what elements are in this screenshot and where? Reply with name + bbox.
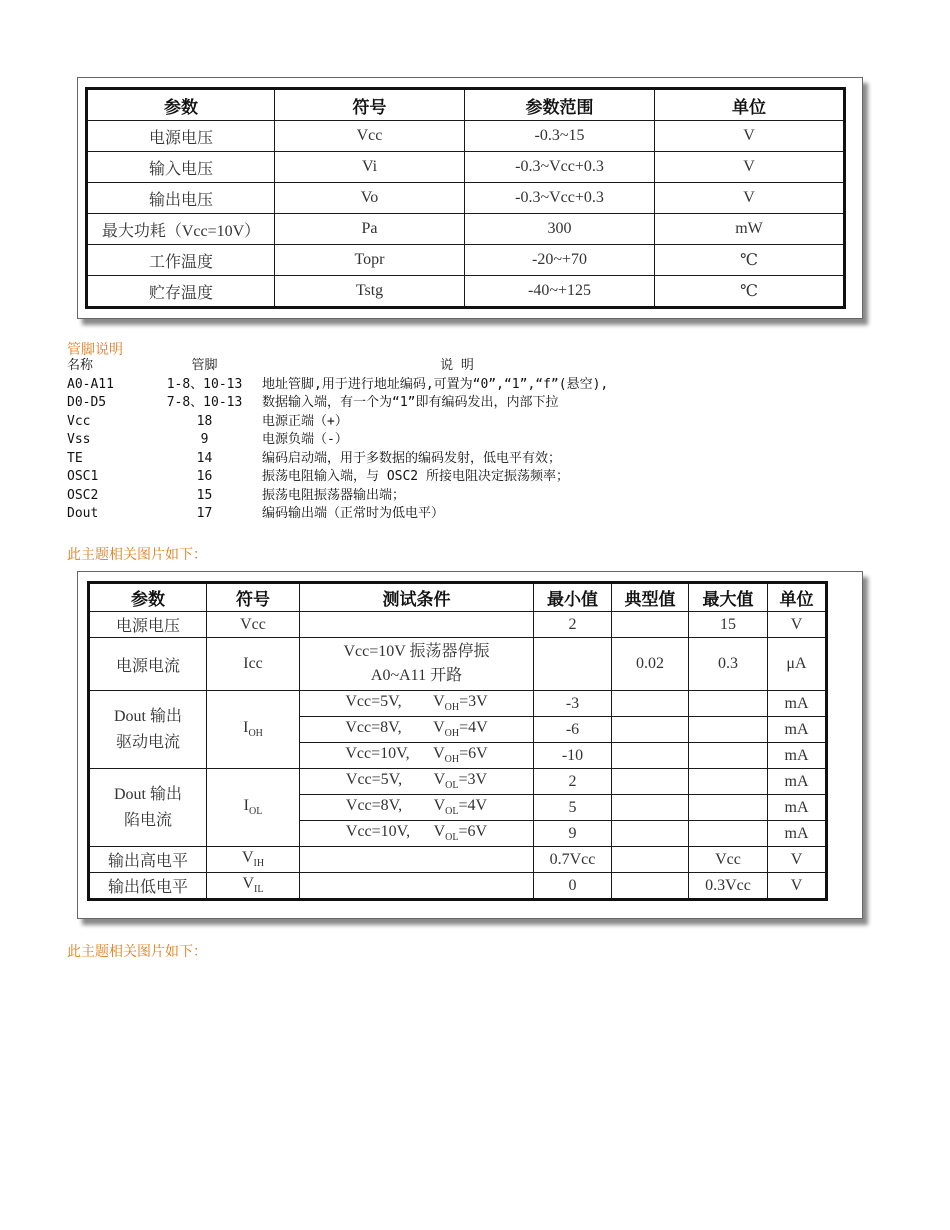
condition-cell bbox=[300, 821, 534, 847]
unit-cell: V bbox=[768, 612, 827, 638]
cond-vcc: Vcc=8V, bbox=[345, 797, 403, 815]
cond-v-val: =4V bbox=[459, 719, 488, 737]
range-cell: -0.3~Vcc+0.3 bbox=[465, 183, 655, 214]
min-cell: -10 bbox=[534, 743, 612, 769]
pin-list-header bbox=[67, 357, 652, 376]
pin-name: A0-A11 bbox=[67, 376, 114, 392]
pin-desc: 电源正端（+） bbox=[262, 413, 348, 429]
condition-cell bbox=[300, 717, 534, 743]
max-cell: 15 bbox=[689, 612, 768, 638]
condition-line: A0~A11 开路 bbox=[370, 667, 463, 684]
min-cell: -3 bbox=[534, 691, 612, 717]
list-item bbox=[67, 394, 652, 413]
pin-desc: 编码启动端，用于多数据的编码发射，低电平有效； bbox=[262, 450, 562, 466]
param-line: 驱动电流 bbox=[115, 733, 180, 751]
table-header-row bbox=[87, 89, 845, 121]
pin-number: 16 bbox=[196, 469, 213, 484]
typ-cell bbox=[612, 847, 689, 873]
pin-number: 18 bbox=[196, 413, 213, 429]
cond-v: V bbox=[433, 797, 446, 815]
symbol-cell: Tstg bbox=[275, 276, 465, 308]
abs-ratings-table bbox=[85, 87, 846, 309]
header-cell: 单位 bbox=[655, 89, 845, 121]
cond-v: V bbox=[433, 771, 446, 789]
table-row bbox=[87, 214, 845, 245]
unit-cell: mA bbox=[768, 743, 827, 769]
range-cell: -20~+70 bbox=[465, 245, 655, 276]
min-cell: 0.7Vcc bbox=[534, 847, 612, 873]
table-row bbox=[89, 769, 827, 795]
cond-v: V bbox=[433, 745, 445, 763]
unit-cell: mA bbox=[768, 691, 827, 717]
header-cell: 参数 bbox=[89, 583, 207, 612]
cond-v-sub: OL bbox=[445, 780, 459, 792]
param-cell: 输入电压 bbox=[87, 152, 275, 183]
pin-number: 1-8、10-13 bbox=[166, 376, 243, 392]
typ-cell bbox=[612, 717, 689, 743]
range-cell: 300 bbox=[465, 214, 655, 245]
typ-cell bbox=[612, 743, 689, 769]
unit-cell: mA bbox=[768, 769, 827, 795]
max-cell bbox=[689, 717, 768, 743]
header-cell: 最小值 bbox=[534, 583, 612, 612]
header-cell: 参数范围 bbox=[465, 89, 655, 121]
table-row bbox=[87, 152, 845, 183]
range-cell: -0.3~Vcc+0.3 bbox=[465, 152, 655, 183]
param-cell: 贮存温度 bbox=[87, 276, 275, 308]
cond-v-val: =3V bbox=[459, 693, 488, 711]
table-row bbox=[87, 121, 845, 152]
condition-cell bbox=[300, 691, 534, 717]
cond-v-sub: OL bbox=[445, 832, 459, 844]
symbol-cell: Vcc bbox=[207, 612, 300, 638]
header-cell: 符号 bbox=[275, 89, 465, 121]
param-cell: 工作温度 bbox=[87, 245, 275, 276]
list-item bbox=[67, 431, 652, 450]
pin-name: Vcc bbox=[67, 413, 91, 429]
symbol-cell bbox=[207, 873, 300, 900]
table-row bbox=[89, 873, 827, 900]
pin-desc: 数据输入端，有一个为“1”即有编码发出，内部下拉 bbox=[262, 395, 559, 410]
pin-name: D0-D5 bbox=[67, 395, 107, 410]
pin-number: 9 bbox=[200, 432, 209, 447]
cond-vcc: Vcc=5V, bbox=[345, 771, 403, 789]
max-cell: Vcc bbox=[689, 847, 768, 873]
unit-cell: V bbox=[768, 847, 827, 873]
unit-cell: mA bbox=[768, 795, 827, 821]
header-cell: 符号 bbox=[207, 583, 300, 612]
min-cell: 9 bbox=[534, 821, 612, 847]
param-cell bbox=[89, 769, 207, 847]
min-cell bbox=[534, 638, 612, 691]
typ-cell: 0.02 bbox=[612, 638, 689, 691]
pin-name: TE bbox=[67, 450, 83, 466]
pin-name: Vss bbox=[67, 432, 91, 447]
header-cell: 最大值 bbox=[689, 583, 768, 612]
list-item bbox=[67, 376, 652, 395]
symbol-cell: Pa bbox=[275, 214, 465, 245]
pin-desc: 电源负端（-） bbox=[262, 432, 348, 447]
typ-cell bbox=[612, 769, 689, 795]
condition-cell bbox=[300, 795, 534, 821]
unit-cell: mW bbox=[655, 214, 845, 245]
table-row bbox=[89, 612, 827, 638]
unit-cell: ℃ bbox=[655, 245, 845, 276]
symbol-main: I bbox=[243, 797, 249, 815]
param-line: Dout 输出 bbox=[113, 707, 182, 725]
symbol-main: V bbox=[242, 875, 255, 893]
param-cell: 输出低电平 bbox=[89, 873, 207, 900]
unit-cell: V bbox=[655, 121, 845, 152]
pin-name: Dout bbox=[67, 506, 99, 521]
condition-line: Vcc=10V 振荡器停振 bbox=[343, 643, 490, 660]
param-cell: 电源电压 bbox=[89, 612, 207, 638]
cond-v: V bbox=[433, 719, 445, 737]
list-item bbox=[67, 413, 652, 432]
cond-vcc: Vcc=10V, bbox=[345, 823, 411, 841]
symbol-cell bbox=[207, 847, 300, 873]
table-row bbox=[89, 847, 827, 873]
pin-desc: 振荡电阻振荡器输出端； bbox=[262, 487, 406, 503]
param-cell bbox=[89, 691, 207, 769]
symbol-cell: Topr bbox=[275, 245, 465, 276]
unit-cell: V bbox=[655, 152, 845, 183]
header-cell: 参数 bbox=[87, 89, 275, 121]
condition-cell bbox=[300, 769, 534, 795]
max-cell bbox=[689, 769, 768, 795]
list-item bbox=[67, 505, 652, 524]
table-row bbox=[89, 691, 827, 717]
cond-v-sub: OH bbox=[444, 754, 460, 766]
header-cell: 单位 bbox=[768, 583, 827, 612]
condition-cell bbox=[300, 873, 534, 900]
cond-v-sub: OL bbox=[445, 806, 459, 818]
param-cell: 最大功耗（Vcc=10V） bbox=[87, 214, 275, 245]
pin-name: OSC1 bbox=[67, 469, 99, 484]
pin-name: OSC2 bbox=[67, 487, 99, 503]
pin-desc: 地址管脚,用于进行地址编码,可置为“0”,“1”,“f”(悬空), bbox=[262, 376, 609, 392]
unit-cell: ℃ bbox=[655, 276, 845, 308]
symbol-cell: Vcc bbox=[275, 121, 465, 152]
max-cell: 0.3 bbox=[689, 638, 768, 691]
table-row bbox=[89, 638, 827, 691]
condition-cell bbox=[300, 847, 534, 873]
cond-vcc: Vcc=10V, bbox=[345, 745, 410, 763]
unit-cell: μA bbox=[768, 638, 827, 691]
related-images-label: 此主题相关图片如下： bbox=[67, 944, 207, 960]
related-images-label: 此主题相关图片如下： bbox=[67, 547, 207, 563]
unit-cell: V bbox=[655, 183, 845, 214]
max-cell bbox=[689, 691, 768, 717]
cond-v: V bbox=[433, 693, 445, 711]
cond-v-sub: OH bbox=[444, 702, 460, 714]
symbol-cell: Vo bbox=[275, 183, 465, 214]
symbol-sub: OL bbox=[248, 806, 263, 818]
symbol-sub: IL bbox=[254, 884, 264, 896]
min-cell: -6 bbox=[534, 717, 612, 743]
table-row bbox=[87, 276, 845, 308]
pin-description-list bbox=[67, 357, 652, 524]
cond-vcc: Vcc=8V, bbox=[345, 719, 402, 737]
header-cell: 典型值 bbox=[612, 583, 689, 612]
range-cell: -0.3~15 bbox=[465, 121, 655, 152]
max-cell bbox=[689, 795, 768, 821]
desc-header: 说 明 bbox=[440, 358, 474, 373]
unit-cell: mA bbox=[768, 821, 827, 847]
name-header: 名称 bbox=[67, 358, 94, 373]
typ-cell bbox=[612, 873, 689, 900]
pin-number: 17 bbox=[196, 506, 213, 521]
symbol-sub: OH bbox=[248, 728, 263, 740]
header-cell: 测试条件 bbox=[300, 583, 534, 612]
pin-section-title: 管脚说明 bbox=[67, 342, 123, 358]
cond-v: V bbox=[433, 823, 446, 841]
symbol-cell bbox=[207, 769, 300, 847]
min-cell: 5 bbox=[534, 795, 612, 821]
symbol-main: I bbox=[243, 719, 249, 737]
max-cell bbox=[689, 743, 768, 769]
symbol-sub: IH bbox=[253, 858, 265, 870]
elec-char-table bbox=[87, 581, 828, 901]
condition-cell bbox=[300, 612, 534, 638]
list-item bbox=[67, 468, 652, 487]
symbol-main: V bbox=[241, 849, 254, 867]
condition-cell bbox=[300, 638, 534, 691]
pin-desc: 编码输出端（正常时为低电平） bbox=[262, 506, 445, 521]
cond-v-val: =4V bbox=[458, 797, 488, 815]
param-cell: 输出高电平 bbox=[89, 847, 207, 873]
pin-number: 7-8、10-13 bbox=[166, 395, 243, 410]
cond-vcc: Vcc=5V, bbox=[345, 693, 402, 711]
param-cell: 电源电压 bbox=[87, 121, 275, 152]
cond-v-sub: OH bbox=[444, 728, 460, 740]
typ-cell bbox=[612, 691, 689, 717]
pin-number: 14 bbox=[196, 450, 213, 466]
param-cell: 输出电压 bbox=[87, 183, 275, 214]
param-cell: 电源电流 bbox=[89, 638, 207, 691]
symbol-cell: Icc bbox=[207, 638, 300, 691]
unit-cell: mA bbox=[768, 717, 827, 743]
param-line: 陷电流 bbox=[123, 811, 172, 829]
pin-desc: 振荡电阻输入端，与 OSC2 所接电阻决定振荡频率； bbox=[262, 469, 569, 484]
min-cell: 2 bbox=[534, 612, 612, 638]
symbol-cell: Vi bbox=[275, 152, 465, 183]
cond-v-val: =6V bbox=[459, 745, 488, 763]
pin-header: 管脚 bbox=[191, 358, 218, 373]
max-cell: 0.3Vcc bbox=[689, 873, 768, 900]
min-cell: 2 bbox=[534, 769, 612, 795]
param-line: Dout 输出 bbox=[113, 785, 182, 803]
pin-number: 15 bbox=[196, 487, 213, 503]
table-header-row bbox=[89, 583, 827, 612]
cond-v-val: =6V bbox=[458, 823, 488, 841]
unit-cell: V bbox=[768, 873, 827, 900]
table-row bbox=[87, 245, 845, 276]
typ-cell bbox=[612, 821, 689, 847]
max-cell bbox=[689, 821, 768, 847]
min-cell: 0 bbox=[534, 873, 612, 900]
range-cell: -40~+125 bbox=[465, 276, 655, 308]
typ-cell bbox=[612, 795, 689, 821]
list-item bbox=[67, 450, 652, 469]
table-row bbox=[87, 183, 845, 214]
list-item bbox=[67, 487, 652, 506]
cond-v-val: =3V bbox=[458, 771, 488, 789]
symbol-cell bbox=[207, 691, 300, 769]
typ-cell bbox=[612, 612, 689, 638]
condition-cell bbox=[300, 743, 534, 769]
